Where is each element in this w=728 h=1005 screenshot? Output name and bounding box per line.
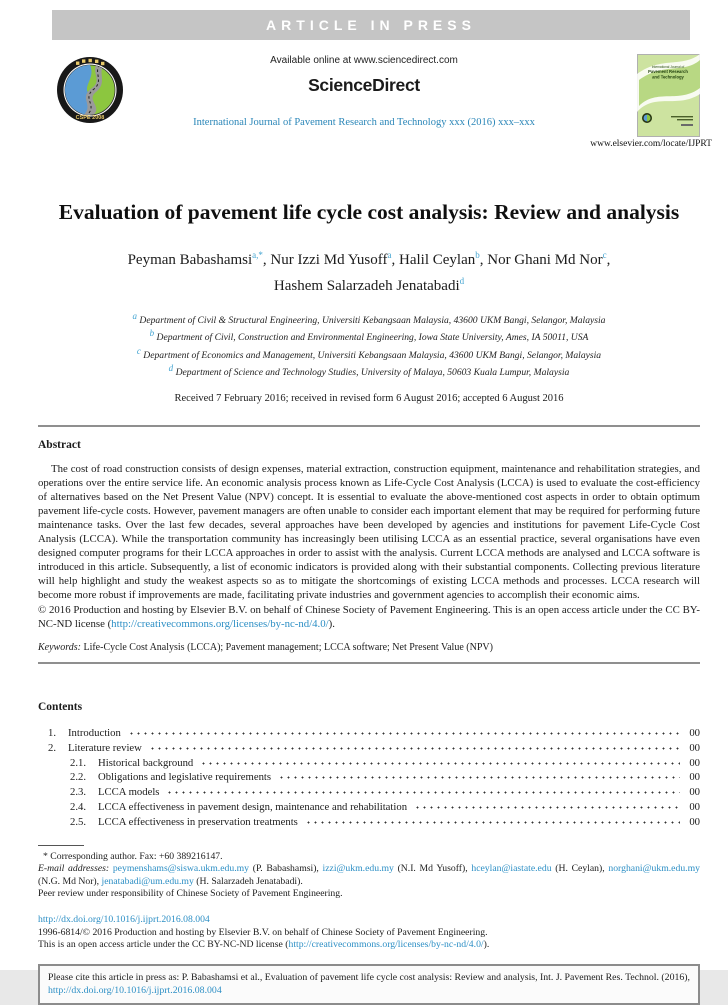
toc-main-items [38, 726, 700, 756]
affiliation-line: $^d$ Department of Science and Technology Studies, University of Malaya, 50603 Kuala Lumpur, Malaysia [168, 363, 570, 379]
corresponding-author-note: * Corresponding author. Fax: +60 389216147. [43, 851, 223, 863]
author-name: Peyman Babashamsi$^{a,*}$ [127, 250, 263, 268]
author-list [38, 245, 700, 297]
author-affiliation-mark[interactable]: c [602, 250, 607, 260]
toc-entry[interactable]: 2.3. LCCA models 00 [70, 786, 700, 799]
journal-cover-icon [637, 54, 700, 137]
article-in-press-banner: ARTICLE IN PRESS [52, 10, 690, 40]
journal-cover-thumbnail [637, 54, 700, 142]
affiliation-line: $^c$ Department of Economics and Management, Universiti Kebangsaan Malaysia, 43600 UKM Bangi, Selangor, Malaysia [136, 345, 602, 361]
email-link[interactable]: hceylan@iastate.edu [471, 863, 552, 875]
toc-sub-items [38, 756, 700, 831]
email-link[interactable]: izzi@ukm.edu.my [322, 863, 394, 875]
author-name: , Nor Ghani Md Nor$^c$ [479, 250, 607, 268]
author-affiliation-mark[interactable]: d [459, 276, 465, 286]
elsevier-locate-url[interactable]: www.elsevier.com/locate/IJPRT [590, 139, 712, 149]
cc-license-link[interactable]: http://creativecommons.org/licenses/by-nc-nd/4.0/ [111, 617, 329, 630]
toc-entry[interactable]: 2.4. LCCA effectiveness in pavement design, maintenance and rehabilitation 00 [70, 801, 700, 814]
article-body [38, 200, 700, 1005]
contents-heading: Contents [38, 700, 83, 713]
citation-text: Please cite this article in press as: P. Babashamsi et al., Evaluation of pavement life cycle cost analysis: Review and analysis, Int. J. Pavement Res. Technol. (2016), [48, 972, 690, 984]
issn-copyright-line: 1996-6814/© 2016 Production and hosting by Elsevier B.V. on behalf of Chinese Society of Pavement Engineering. [38, 926, 488, 938]
sciencedirect-logo[interactable]: ScienceDirect [308, 75, 420, 95]
svg-text:International Journal of: International Journal of [651, 65, 685, 69]
dot-leader [128, 726, 680, 736]
email-link[interactable]: norghani@ukm.edu.my [608, 863, 700, 875]
section-divider [38, 662, 700, 664]
author-name-last: Hashem Salarzadeh Jenatabadi$^d$ [273, 276, 465, 294]
toc-entry[interactable]: 2.5. LCCA effectiveness in preservation treatments 00 [70, 816, 700, 829]
toc-entry[interactable]: 2. Literature review 00 [48, 741, 700, 754]
affiliation-line: $^b$ Department of Civil, Construction and Environmental Engineering, Iowa State University, Ames, IA 50011, USA [149, 328, 589, 344]
journal-citation-line[interactable]: International Journal of Pavement Research and Technology xxx (2016) xxx–xxx [193, 117, 535, 128]
received-dates: Received 7 February 2016; received in revised form 6 August 2016; accepted 6 August 2016 [174, 392, 564, 404]
cspe-logo-text: CSPE 2008 [75, 115, 105, 121]
dot-leader [166, 785, 680, 795]
dot-leader [149, 741, 680, 751]
header-center [150, 55, 578, 128]
author-name: , Halil Ceylan$^b$ [391, 250, 480, 268]
dot-leader [305, 815, 680, 825]
citation-notice-box [38, 964, 700, 1005]
footnote-divider [38, 845, 84, 846]
keywords-text: Life-Cycle Cost Analysis (LCCA); Pavement management; LCCA software; Net Present Value (NPV) [80, 641, 493, 653]
affiliation-list [38, 310, 700, 380]
footnotes [38, 851, 700, 901]
dot-leader [200, 756, 680, 766]
cc-license-link[interactable]: http://creativecommons.org/licenses/by-nc-nd/4.0/ [288, 939, 484, 951]
author-line-1 [128, 252, 607, 268]
abstract-heading: Abstract [38, 438, 81, 451]
article-title: Evaluation of pavement life cycle cost analysis: Review and analysis [58, 200, 680, 224]
svg-text:and Technology: and Technology [652, 74, 684, 80]
affiliation-line: $^a$ Department of Civil & Structural Engineering, Universiti Kebangsaan Malaysia, 43600 UKM Bangi, Selangor, Malaysia [132, 311, 606, 327]
peer-review-note: Peer review under responsibility of Chinese Society of Pavement Engineering. [38, 888, 343, 900]
publisher-block [38, 914, 700, 952]
journal-header [0, 42, 728, 200]
citation-doi-link[interactable]: http://dx.doi.org/10.1016/j.ijprt.2016.08.004 [48, 985, 222, 997]
doi-link[interactable]: http://dx.doi.org/10.1016/j.ijprt.2016.08.004 [38, 913, 210, 925]
cspe-logo-icon [56, 56, 124, 124]
cspe-society-logo [56, 56, 124, 129]
toc-entry[interactable]: 2.1. Historical background 00 [70, 756, 700, 769]
dot-leader [414, 800, 680, 810]
toc-entry[interactable]: 2.2. Obligations and legislative requirements 00 [70, 771, 700, 784]
author-affiliation-mark[interactable]: a,* [252, 250, 263, 260]
email-link[interactable]: peymenshams@siswa.ukm.edu.my [112, 863, 250, 875]
open-access-line: This is an open access article under the CC BY-NC-ND license (http://creativecommons.org/licenses/by-nc-nd/4.0/). [38, 939, 490, 951]
available-online-text: Available online at www.sciencedirect.com [270, 55, 458, 66]
abstract-copyright: © 2016 Production and hosting by Elsevier B.V. on behalf of Chinese Society of Pavement Engineering. This is an open access article under the CC BY-NC-ND license (http://creativecommons.org/licenses/by-nc-nd/4.0/). [38, 603, 700, 630]
author-name: , Nur Izzi Md Yusoff$^a$ [262, 250, 392, 268]
svg-text:Pavement Research: Pavement Research [648, 69, 688, 74]
section-divider [38, 425, 700, 427]
table-of-contents [38, 726, 700, 830]
author-trailing-comma: , [606, 252, 611, 268]
keywords-label: Keywords: [38, 641, 81, 653]
author-affiliation-mark[interactable]: b [475, 250, 480, 260]
abstract-text [38, 462, 700, 631]
author-affiliation-mark[interactable]: a [387, 250, 392, 260]
toc-entry[interactable]: 1. Introduction 00 [48, 726, 700, 739]
keywords-line [38, 642, 700, 653]
abstract-paragraph: The cost of road construction consists of design expenses, material extraction, construction equipment, maintenance and rehabilitation strategies, and operations over the entire service life. An economic analysis process known as Life-Cycle Cost Analysis (LCCA) is used to evaluate the cost-efficiency of alternatives based on the Net Present Value (NPV) concept. It is essential to evaluate the above-mentioned cost aspects in order to obtain optimum pavement life-cycle costs. However, pavement managers are often unable to consider each important element that may be required for performing future maintenance tasks. Over the last few decades, several approaches have been developed by agencies and institutions for pavement Life-Cycle Cost Analysis (LCCA). While the transportation community has increasingly been utilising LCCA as an essential practice, several organisations have even designed computer programs for their LCCA approaches in order to assist with the analysis. Current LCCA methods are analysed and LCCA software is introduced in this article. Subsequently, a list of economic indicators is provided along with their substantial components. Collecting previous literature will help highlight and study the weakest aspects so as to mitigate the shortcomings of existing LCCA methods and processes. LCCA research will become more robust if improvements are made, facilitating private industries and government agencies to accomplish their economic aims. [38, 462, 700, 602]
email-link[interactable]: jenatabadi@um.edu.my [101, 875, 194, 887]
email-addresses-note: E-mail addresses: peymenshams@siswa.ukm.edu.my (P. Babashamsi), izzi@ukm.edu.my (N.I. Md Yusoff), hceylan@iastate.edu (H. Ceylan), norghani@ukm.edu.my (N.G. Md Nor), jenatabadi@um.edu.my (H. Salarzadeh Jenatabadi). [38, 863, 700, 887]
dot-leader [278, 770, 680, 780]
